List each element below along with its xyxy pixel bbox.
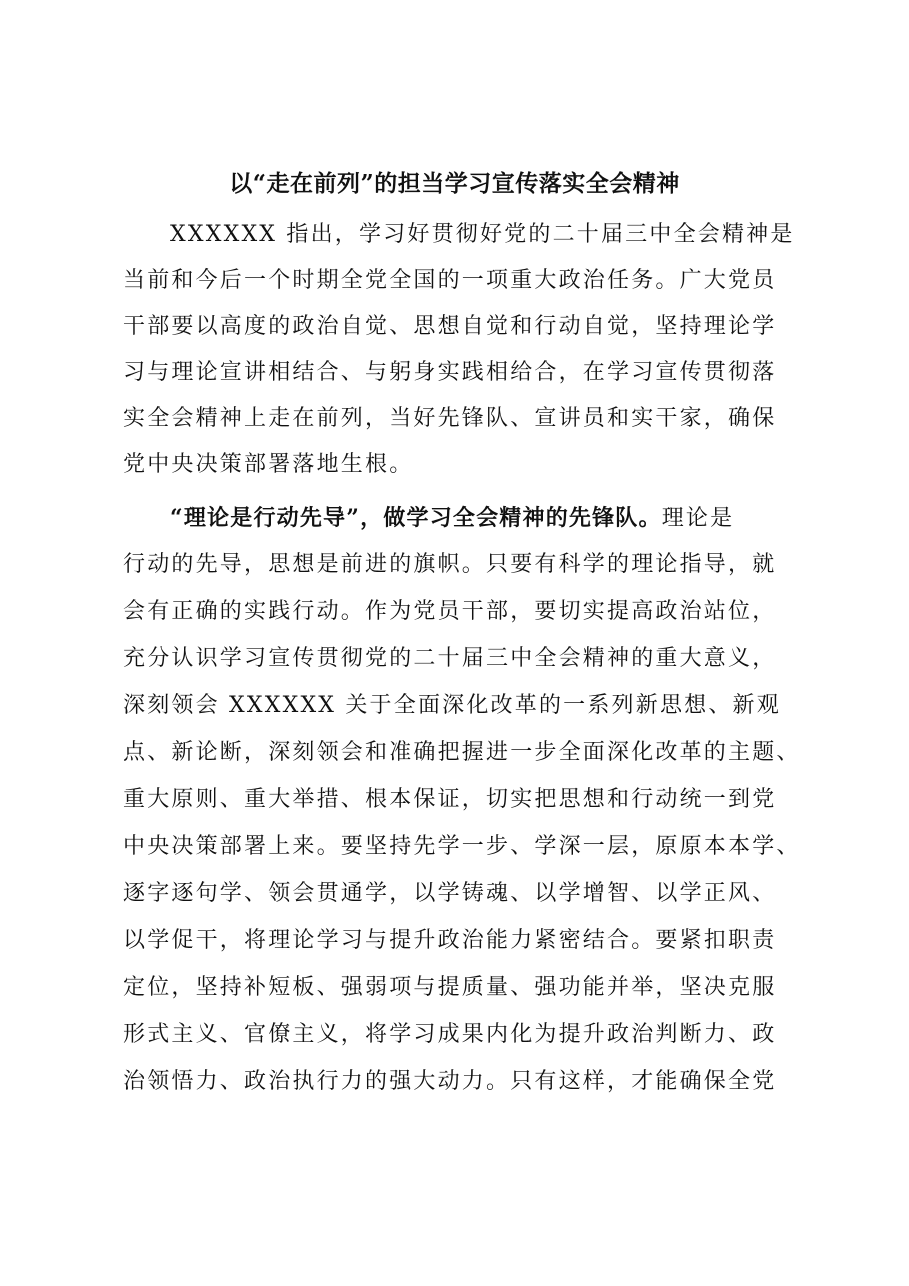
paragraph-lead-heading: “理论是行动先导”，做学习全会精神的先锋队。 bbox=[170, 505, 662, 531]
paragraph-line: 治领悟力、政治执行力的强大动力。只有这样，才能确保全党 bbox=[123, 1069, 777, 1094]
paragraph-line: XXXXXX 指出，学习好贯彻好党的二十届三中全会精神是 bbox=[170, 222, 795, 247]
paragraph-line: 行动的先导，思想是前进的旗帜。只要有科学的理论指导，就 bbox=[123, 552, 777, 577]
paragraph-line: 充分认识学习宣传贯彻党的二十届三中全会精神的重大意义， bbox=[123, 646, 777, 671]
paragraph-line: 会有正确的实践行动。作为党员干部，要切实提高政治站位， bbox=[123, 599, 777, 624]
paragraph-line: 中央决策部署上来。要坚持先学一步、学深一层，原原本本学、 bbox=[123, 834, 801, 859]
paragraph-line: 以学促干，将理论学习与提升政治能力紧密结合。要紧扣职责 bbox=[123, 928, 777, 953]
paragraph-line: 党中央决策部署落地生根。 bbox=[123, 452, 414, 477]
paragraph-line: 形式主义、官僚主义，将学习成果内化为提升政治判断力、政 bbox=[123, 1022, 777, 1047]
paragraph-line: 习与理论宣讲相结合、与躬身实践相给合，在学习宣传贯彻落 bbox=[123, 360, 777, 385]
paragraph-line: 重大原则、重大举措、根本保证，切实把思想和行动统一到党 bbox=[123, 787, 777, 812]
paragraph-line: 实全会精神上走在前列，当好先锋队、宣讲员和实干家，确保 bbox=[123, 406, 777, 431]
paragraph-first-line-rest: 理论是 bbox=[661, 506, 735, 531]
paragraph-line: 当前和今后一个时期全党全国的一项重大政治任务。广大党员 bbox=[123, 268, 777, 293]
paragraph-line: 干部要以高度的政治自觉、思想自觉和行动自觉，坚持理论学 bbox=[123, 314, 777, 339]
paragraph-line: 定位，坚持补短板、强弱项与提质量、强功能并举，坚决克服 bbox=[123, 975, 777, 1000]
paragraph-line: 逐字逐句学、领会贯通学，以学铸魂、以学增智、以学正风、 bbox=[123, 881, 777, 906]
paragraph-line: 深刻领会 XXXXXX 关于全面深化改革的一系列新思想、新观 bbox=[123, 693, 781, 718]
paragraph-first-line bbox=[170, 500, 800, 536]
document-title: 以“走在前列”的担当学习宣传落实全会精神 bbox=[229, 170, 680, 197]
paragraph-line: 点、新论断，深刻领会和准确把握进一步全面深化改革的主题、 bbox=[123, 740, 801, 765]
